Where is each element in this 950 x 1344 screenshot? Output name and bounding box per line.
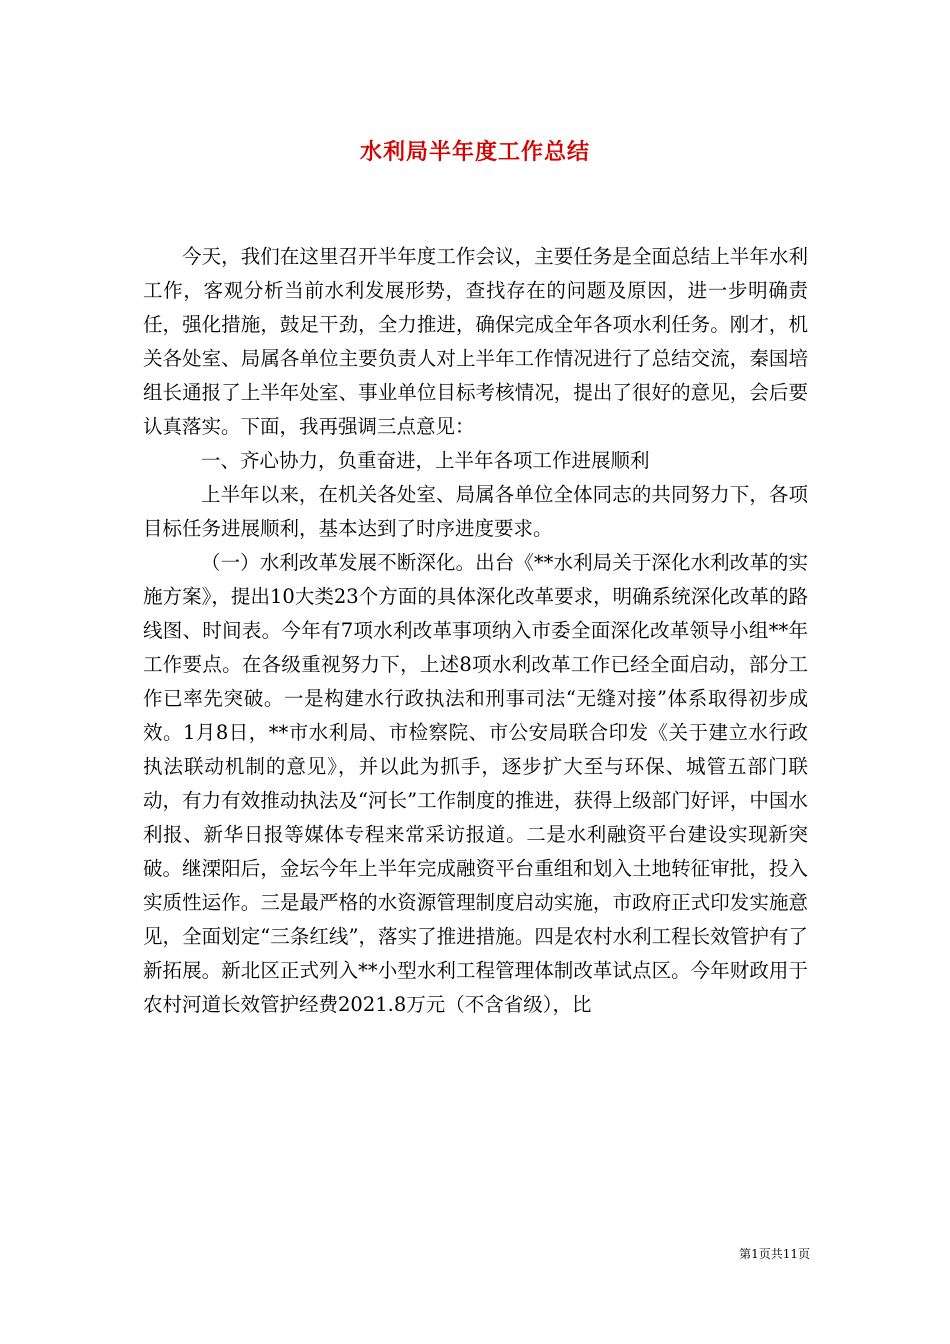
section-heading-1: 一、齐心协力，负重奋进，上半年各项工作进展顺利 xyxy=(201,449,650,472)
document-title: 水利局半年度工作总结 xyxy=(359,140,590,165)
paragraph-intro: 今天，我们在这里召开半年度工作会议，主要任务是全面总结上半年水利工作，客观分析当前水利发展形势，查找存在的问题及原因，进一步明确责任，强化措施，鼓足干劲，全力推进，确保完成全年各项水利任务。刚才，机关各处室、局属各单位主要负责人对上半年工作情况进行了总结交流，秦国培组长通报了上半年处室、事业单位目标考核情况，提出了很好的意见，会后要认真落实。下面，我再强调三点意见： xyxy=(143,245,808,438)
document-body xyxy=(143,240,808,1022)
paragraph-summary: 上半年以来，在机关各处室、局属各单位全体同志的共同努力下，各项目标任务进展顺利，基本达到了时序进度要求。 xyxy=(143,483,808,540)
paragraph-reform: （一）水利改革发展不断深化。出台《**水利局关于深化水利改革的实施方案》，提出10大类23个方面的具体深化改革要求，明确系统深化改革的路线图、时间表。今年有7项水利改革事项纳入市委全面深化改革领导小组**年工作要点。在各级重视努力下，上述8项水利改革工作已经全面启动，部分工作已率先突破。一是构建水行政执法和刑事司法“无缝对接”体系取得初步成效。1月8日，**市水利局、市检察院、市公安局联合印发《关于建立水行政执法联动机制的意见》，并以此为抓手，逐步扩大至与环保、城管五部门联动，有力有效推动执法及“河长”工作制度的推进，获得上级部门好评，中国水利报、新华日报等媒体专程来常采访报道。二是水利融资平台建设实现新突破。继溧阳后，金坛今年上半年完成融资平台重组和划入土地转征审批，投入实质性运作。三是最严格的水资源管理制度启动实施，市政府正式印发实施意见，全面划定“三条红线”，落实了推进措施。四是农村水利工程长效管护有了新拓展。新北区正式列入**小型水利工程管理体制改革试点区。今年财政用于农村河道长效管护经费2021.8万元（不含省级），比 xyxy=(143,551,808,1016)
page-number: 第1页共11页 xyxy=(739,1247,810,1261)
